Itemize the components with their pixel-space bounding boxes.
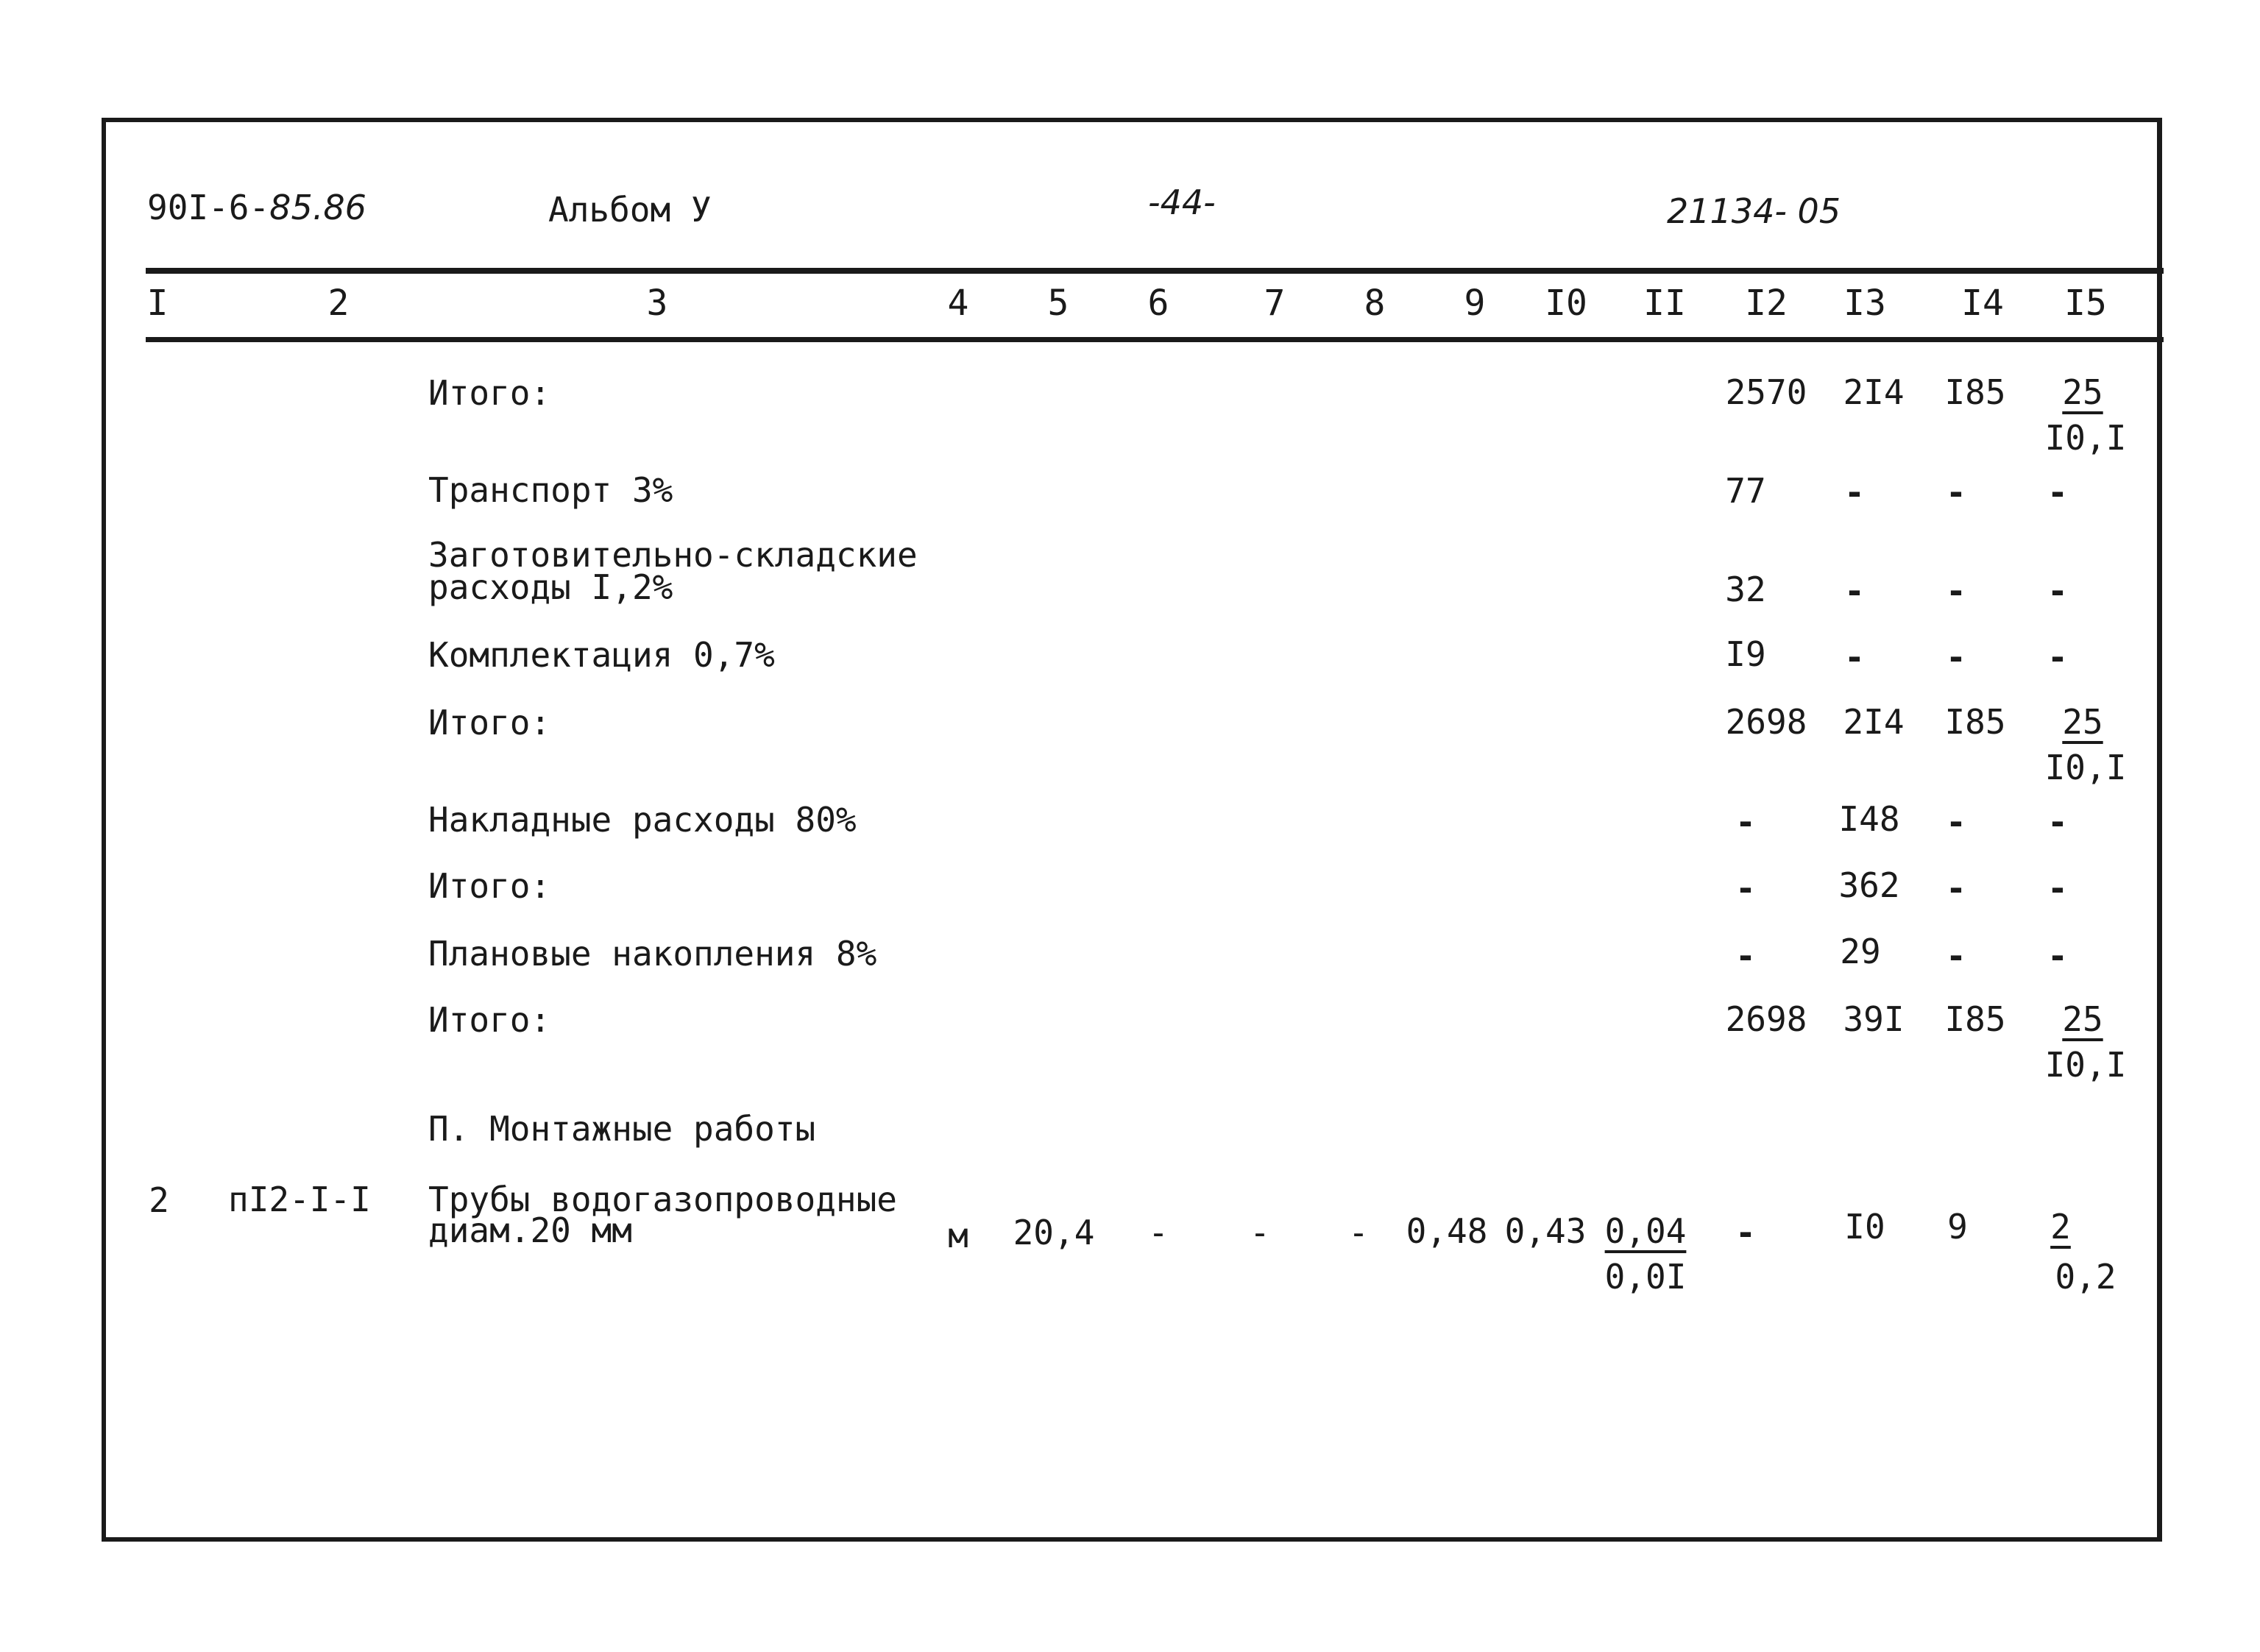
cell-col14: I85 (1944, 372, 2006, 412)
column-number-12: I2 (1745, 283, 1788, 324)
column-number-10: I0 (1545, 283, 1587, 324)
cell-col12: 77 (1725, 471, 1766, 511)
item-col6: - (1148, 1213, 1169, 1252)
cell-col14: - (1946, 472, 1966, 512)
column-number-2: 2 (327, 283, 350, 324)
cell-col15-denominator: I0,I (2044, 1045, 2127, 1085)
row-label-line1: Заготовительно-складские (428, 535, 918, 575)
row-label: Итого: (428, 866, 551, 906)
row-label: Плановые накопления 8% (428, 934, 877, 974)
header-top-rule (146, 268, 2164, 274)
column-number-3: 3 (646, 283, 668, 324)
cell-col12: I9 (1725, 634, 1766, 674)
row-label: Комплектация 0,7% (428, 635, 775, 675)
sheet-number: 21134- 05 (1667, 191, 1841, 231)
cell-col13: 29 (1840, 932, 1881, 971)
cell-col15-numerator: 25 (2062, 702, 2103, 742)
cell-col15: - (2047, 637, 2068, 677)
document-code (147, 188, 366, 227)
row-label-line2: расходы I,2% (428, 567, 673, 607)
item-col4-unit: м (948, 1216, 968, 1255)
cell-col14: - (1946, 802, 1966, 842)
row-label: Итого: (428, 703, 551, 742)
cell-col12: - (1735, 802, 1756, 842)
cell-col15: - (2047, 571, 2068, 611)
row-label: Накладные расходы 80% (428, 800, 857, 840)
item-col14: 9 (1947, 1207, 1968, 1247)
column-number-8: 8 (1364, 283, 1386, 324)
item-col11-denominator: 0,0I (1604, 1257, 1687, 1297)
cell-col15: - (2047, 936, 2068, 976)
column-number-15: I5 (2064, 283, 2107, 324)
item-col8: - (1348, 1213, 1369, 1252)
cell-col13: - (1844, 571, 1865, 611)
cell-col15-numerator: 25 (2062, 372, 2103, 412)
cell-col15: - (2047, 472, 2068, 512)
cell-col14: I85 (1944, 999, 2006, 1039)
page-number: -44- (1148, 182, 1216, 222)
cell-col13: I48 (1838, 799, 1900, 839)
column-number-6: 6 (1147, 283, 1169, 324)
column-number-9: 9 (1464, 283, 1486, 324)
cell-col13: 362 (1838, 865, 1900, 905)
document-code-handwritten: 85.86 (269, 188, 366, 227)
row-label: Транспорт 3% (428, 470, 673, 510)
item-col10: 0,43 (1504, 1211, 1587, 1251)
cell-col15-denominator: I0,I (2044, 748, 2127, 787)
column-number-14: I4 (1961, 283, 2004, 324)
cell-col15: - (2047, 802, 2068, 842)
section-heading: П. Монтажные работы (428, 1109, 816, 1149)
column-number-5: 5 (1047, 283, 1069, 324)
cell-col12: - (1735, 936, 1756, 976)
cell-col13: 2I4 (1843, 372, 1905, 412)
cell-col15-numerator: 25 (2062, 999, 2103, 1039)
item-col2-code: пI2-I-I (228, 1180, 371, 1219)
column-number-7: 7 (1264, 283, 1286, 324)
row-label: Итого: (428, 1000, 551, 1040)
cell-col12: - (1735, 868, 1756, 908)
column-number-1: I (146, 283, 169, 324)
cell-col15: - (2047, 868, 2068, 908)
row-label: Итого: (428, 373, 551, 413)
header-bottom-rule (146, 337, 2164, 342)
item-label-line1: Трубы водогазопроводные (428, 1180, 897, 1219)
column-number-11: II (1643, 283, 1686, 324)
item-col7: - (1250, 1213, 1270, 1252)
item-col11-numerator: 0,04 (1604, 1211, 1687, 1251)
cell-col14: - (1946, 571, 1966, 611)
item-col12: - (1735, 1213, 1756, 1252)
item-col15-denominator: 0,2 (2055, 1257, 2116, 1297)
cell-col13: - (1844, 472, 1865, 512)
cell-col13: 39I (1843, 999, 1905, 1039)
cell-col12: 2570 (1725, 372, 1807, 412)
document-code-printed: 90I-6- (147, 188, 270, 227)
cell-col15-denominator: I0,I (2044, 418, 2127, 458)
item-col1: 2 (149, 1180, 169, 1220)
cell-col13: - (1844, 637, 1865, 677)
cell-col12: 2698 (1725, 999, 1807, 1039)
cell-col14: I85 (1944, 702, 2006, 742)
cell-col14: - (1946, 637, 1966, 677)
item-label-line2: диам.20 мм (428, 1210, 632, 1250)
column-number-4: 4 (947, 283, 969, 324)
item-col13: I0 (1844, 1207, 1885, 1247)
cell-col13: 2I4 (1843, 702, 1905, 742)
column-number-13: I3 (1843, 283, 1886, 324)
cell-col14: - (1946, 868, 1966, 908)
item-col15-numerator: 2 (2050, 1207, 2071, 1247)
item-col5: 20,4 (1013, 1213, 1095, 1252)
item-col9: 0,48 (1406, 1211, 1488, 1251)
cell-col12: 32 (1725, 570, 1766, 609)
cell-col14: - (1946, 936, 1966, 976)
cell-col12: 2698 (1725, 702, 1807, 742)
album-label: Альбом У (548, 190, 712, 230)
